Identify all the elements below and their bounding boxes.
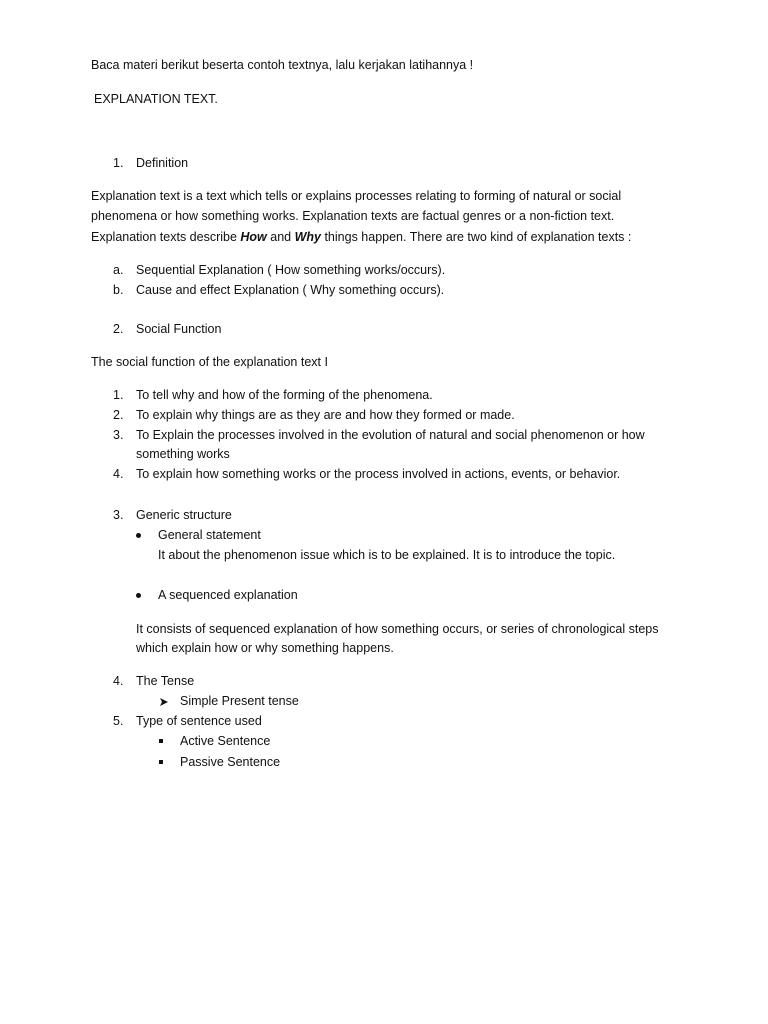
- document-title: EXPLANATION TEXT.: [94, 92, 218, 106]
- list-item: To explain how something works or the process involved in actions, events, or behavior.: [136, 467, 621, 481]
- emphasis-how: How: [240, 230, 267, 244]
- bullet-label: A sequenced explanation: [158, 588, 298, 602]
- list-marker: a.: [113, 263, 124, 277]
- square-bullet-icon: [159, 760, 163, 764]
- definition-paragraph-line: Explanation text is a text which tells or explains processes relating to forming of natural or social: [91, 189, 622, 203]
- intro-text: Baca materi berikut beserta contoh textnya, lalu kerjakan latihannya !: [91, 58, 474, 72]
- list-marker: 2.: [113, 408, 124, 422]
- bullet-description: which explain how or why something happens.: [136, 641, 394, 655]
- section-number: 5.: [113, 714, 124, 728]
- section-heading-definition: Definition: [136, 156, 189, 170]
- list-item: To Explain the processes involved in the evolution of natural and social phenomenon or how: [136, 428, 645, 442]
- list-marker: 4.: [113, 467, 124, 481]
- list-marker: b.: [113, 283, 124, 297]
- social-function-paragraph: The social function of the explanation text I: [91, 355, 328, 369]
- section-number: 4.: [113, 674, 124, 688]
- section-number: 3.: [113, 508, 124, 522]
- section-heading-sentence-type: Type of sentence used: [136, 714, 262, 728]
- definition-paragraph-line: phenomena or how something works. Explanation texts are factual genres or a non-fiction text.: [91, 209, 615, 223]
- definition-paragraph-line: [91, 229, 631, 245]
- section-heading-generic-structure: Generic structure: [136, 508, 232, 522]
- tense-item: Simple Present tense: [180, 694, 299, 708]
- text-run: and: [266, 230, 295, 244]
- list-item: To explain why things are as they are and how they formed or made.: [136, 408, 515, 422]
- list-item-continuation: something works: [136, 447, 230, 461]
- emphasis-why: Why: [294, 230, 321, 244]
- section-number: 2.: [113, 322, 124, 336]
- section-heading-social-function: Social Function: [136, 322, 222, 336]
- section-heading-the-tense: The Tense: [136, 674, 195, 688]
- bullet-description: It consists of sequenced explanation of how something occurs, or series of chronological steps: [136, 622, 659, 636]
- section-number: 1.: [113, 156, 124, 170]
- bullet-description: It about the phenomenon issue which is to be explained. It is to introduce the topic.: [158, 548, 616, 562]
- square-bullet-icon: [159, 739, 163, 743]
- round-bullet-icon: [136, 593, 141, 598]
- list-item: To tell why and how of the forming of the phenomena.: [136, 388, 433, 402]
- bullet-label: General statement: [158, 528, 261, 542]
- arrow-bullet-icon: [159, 697, 169, 707]
- sentence-type-item: Passive Sentence: [180, 755, 281, 769]
- round-bullet-icon: [136, 533, 141, 538]
- list-item: Cause and effect Explanation ( Why something occurs).: [136, 283, 445, 297]
- list-marker: 1.: [113, 388, 124, 402]
- sentence-type-item: Active Sentence: [180, 734, 271, 748]
- text-run: things happen. There are two kind of explanation texts :: [320, 230, 632, 244]
- text-run: Explanation texts describe: [91, 230, 241, 244]
- list-marker: 3.: [113, 428, 124, 442]
- list-item: Sequential Explanation ( How something works/occurs).: [136, 263, 446, 277]
